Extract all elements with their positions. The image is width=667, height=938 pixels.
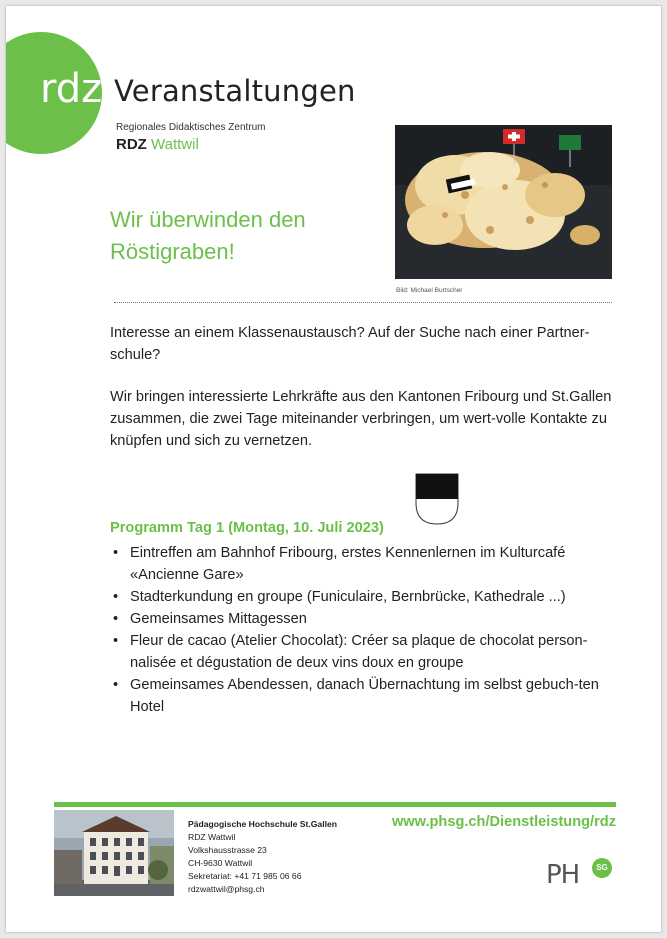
ph-logo: PH bbox=[546, 860, 580, 890]
document-page bbox=[6, 6, 661, 932]
rdz-location-label bbox=[116, 136, 199, 153]
location-label: Wattwil bbox=[151, 136, 199, 153]
photo-credit: Bild: Michael Burtscher bbox=[396, 287, 463, 294]
page-heading: Veranstaltungen bbox=[114, 74, 356, 108]
rdz-logo-text: rdz bbox=[40, 66, 103, 112]
address-line: Volkshausstrasse 23 bbox=[188, 845, 267, 855]
program-item: • Gemeinsames Abendessen, danach Übernachtung im selbst gebuch-ten Hotel bbox=[110, 674, 615, 718]
program-item: • Stadterkundung en groupe (Funiculaire, Bernbrücke, Kathedrale ...) bbox=[110, 586, 615, 608]
address-line: CH-9630 Wattwil bbox=[188, 858, 253, 868]
website-link[interactable]: www.phsg.ch/Dienstleistung/rdz bbox=[391, 814, 616, 830]
institution-name: Pädagogische Hochschule St.Gallen bbox=[188, 819, 337, 829]
roesti-photo bbox=[395, 125, 612, 279]
program-title: Programm Tag 1 (Montag, 10. Juli 2023) bbox=[110, 520, 384, 536]
email-link[interactable]: rdzwattwil@phsg.ch bbox=[188, 884, 265, 894]
rdz-label: RDZ bbox=[116, 136, 147, 153]
phone-line: Sekretariat: +41 71 985 06 66 bbox=[188, 871, 302, 881]
program-item: • Eintreffen am Bahnhof Fribourg, erstes Kennenlernen im Kulturcafé «Ancienne Gare» bbox=[110, 542, 615, 586]
program-list bbox=[110, 542, 615, 718]
fribourg-coat-of-arms-icon bbox=[415, 473, 459, 525]
program-item: • Gemeinsames Mittagessen bbox=[110, 608, 615, 630]
org-name: Regionales Didaktisches Zentrum bbox=[116, 122, 266, 133]
program-item: • Fleur de cacao (Atelier Chocolat): Créer sa plaque de chocolat person-nalisée et dégustation de deux vins doux en groupe bbox=[110, 630, 615, 674]
address-line: RDZ Wattwil bbox=[188, 832, 236, 842]
footer-accent-bar bbox=[54, 802, 616, 807]
event-title-line-2: Röstigraben! bbox=[110, 239, 235, 264]
intro-paragraph: Interesse an einem Klassenaustausch? Auf der Suche nach einer Partner-schule? bbox=[110, 325, 590, 363]
event-title-line-1: Wir überwinden den bbox=[110, 207, 306, 232]
event-title bbox=[110, 204, 370, 268]
description-paragraph: Wir bringen interessierte Lehrkräfte aus den Kantonen Fribourg und St.Gallen zusammen, die zwei Tage miteinander verbringen, um wert-volle Kontakte zu knüpfen und sich zu vernetzen. bbox=[110, 389, 612, 449]
building-photo bbox=[54, 810, 174, 896]
sg-badge: SG bbox=[592, 858, 612, 878]
footer-address bbox=[188, 818, 337, 896]
divider bbox=[114, 302, 612, 303]
